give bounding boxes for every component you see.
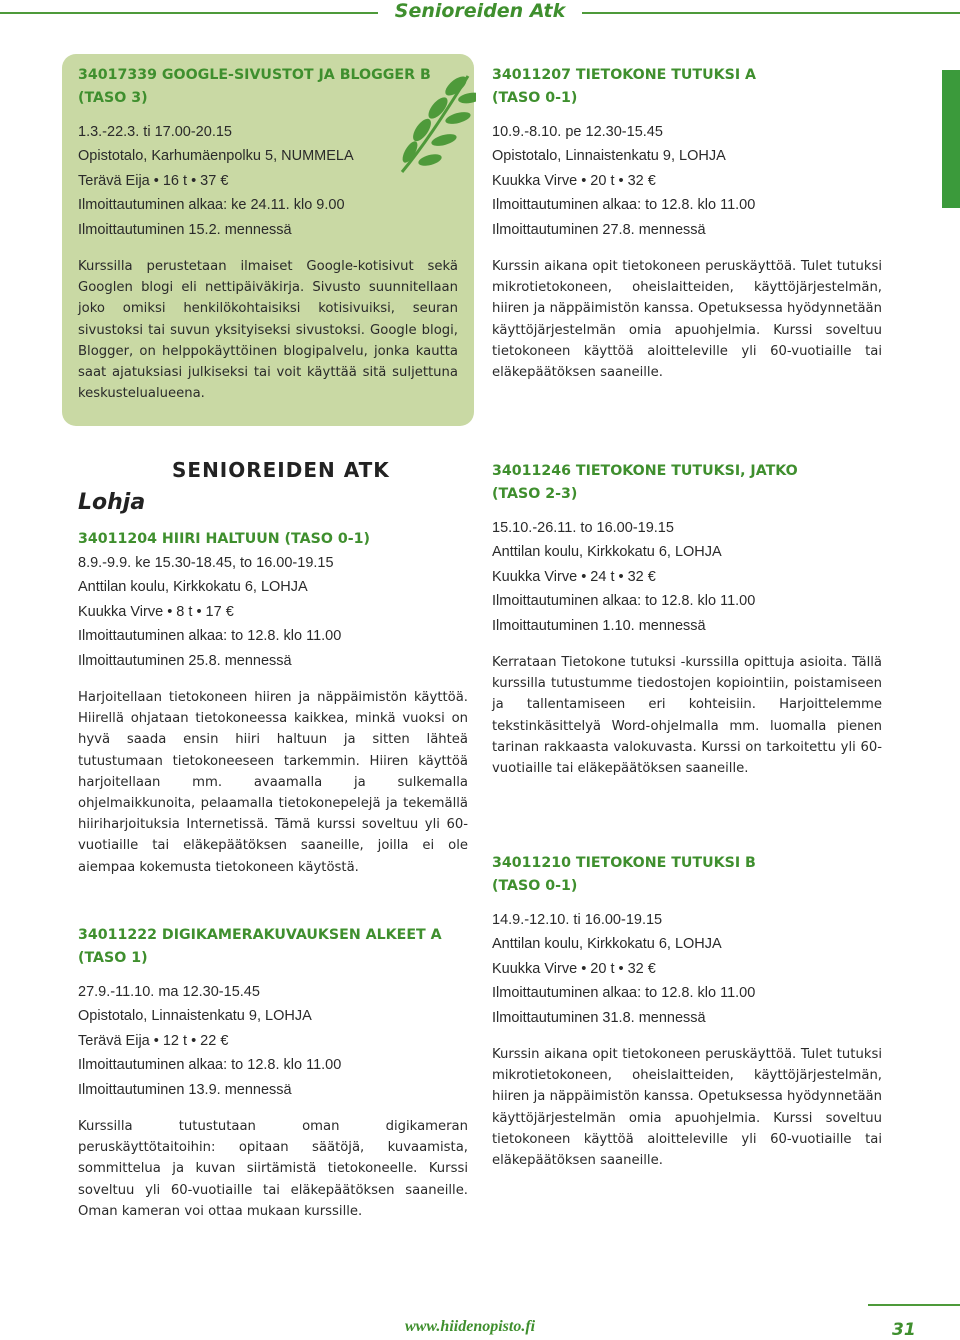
course-dates: 27.9.-11.10. ma 12.30-15.45 (78, 984, 260, 1000)
course-dates: 15.10.-26.11. to 16.00-19.15 (492, 520, 674, 536)
course-registration-start: Ilmoittautuminen alkaa: to 12.8. klo 11.00 (492, 197, 756, 214)
course-title: 34011204 HIIRI HALTUUN (TASO 0-1) (78, 531, 370, 547)
course-teacher: Kuukka Virve • 24 t • 32 € (492, 568, 656, 585)
course-dates: 8.9.-9.9. ke 15.30-18.45, to 16.00-19.15 (78, 555, 334, 571)
course-dates: 1.3.-22.3. ti 17.00-20.15 (78, 124, 232, 140)
course-title: 34011210 TIETOKONE TUTUKSI B (492, 855, 756, 871)
course-teacher: Terävä Eija • 16 t • 37 € (78, 172, 229, 189)
header-rule-left (0, 12, 378, 14)
course-location: Anttilan koulu, Kirkkokatu 6, LOHJA (78, 579, 308, 596)
leaf-branch-icon (392, 68, 476, 178)
footer-website-link[interactable]: www.hiidenopisto.fi (405, 1318, 536, 1335)
course-registration-deadline: Ilmoittautuminen 13.9. mennessä (78, 1081, 292, 1098)
course-teacher: Kuukka Virve • 20 t • 32 € (492, 960, 656, 977)
course-location: Anttilan koulu, Kirkkokatu 6, LOHJA (492, 544, 722, 561)
course-registration-start: Ilmoittautuminen alkaa: to 12.8. klo 11.00 (492, 985, 756, 1002)
course-registration-deadline: Ilmoittautuminen 31.8. mennessä (492, 1009, 706, 1026)
location-heading: Lohja (78, 490, 146, 515)
course-card-hiiri (78, 528, 468, 878)
page-number: 31 (892, 1320, 916, 1340)
course-location: Opistotalo, Linnaistenkatu 9, LOHJA (78, 1008, 312, 1025)
course-teacher: Terävä Eija • 12 t • 22 € (78, 1032, 229, 1049)
course-registration-deadline: Ilmoittautuminen 1.10. mennessä (492, 617, 706, 634)
course-teacher: Kuukka Virve • 8 t • 17 € (78, 603, 234, 620)
course-card-jatko (492, 460, 882, 779)
course-level: (TASO 3) (78, 90, 148, 106)
course-description: Kerrataan Tietokone tutuksi -kurssilla opittuja asioita. Tällä kurssilla tutustumme tiedostojen kopiointiin, poistamiseen ja tallentamiseen eri kohteisiin. Harjoittelemme tekstinkäsittelyä Word-ohjelmalla mm. luomalla pienen tarinan rakkaasta valokuvasta. Kurssi on tarkoitettu yli 60-vuotiaille tai eläkepäätöksen saaneille. (492, 655, 882, 777)
course-level: (TASO 0-1) (492, 90, 578, 106)
course-title: 34017339 GOOGLE-SIVUSTOT JA BLOGGER B (78, 67, 431, 83)
side-tab-marker (942, 70, 960, 208)
course-location: Opistotalo, Karhumäenpolku 5, NUMMELA (78, 148, 354, 165)
course-description: Harjoitellaan tietokoneen hiiren ja näppäimistön käyttöä. Hiirellä ohjataan tietokoneessa kaikkea, minkä vuoksi on hyvä saada ensin hiiri haltuun ja sitten lähteä tutustumaan tietokoneeseen tarkemmin. Hiiren käyttöä harjoitellaan mm. avaamalla ja sulkemalla ohjelmaikkunoita, pelaamalla tietokonepelejä ja tekemällä hiiriharjoituksia Internetissä. Tämä kurssi soveltuu yli 60-vuotiaille tai eläkepäätöksen saaneille, joilla ei ole aiempaa kokemusta tietokoneen käytöstä. (78, 690, 468, 875)
header-rule-right (582, 12, 960, 14)
course-description: Kurssin aikana opit tietokoneen peruskäyttöä. Tulet tutuksi mikrotietokoneen, oheislaitteiden, käyttöjärjestelmän, hiiren ja näppäimistön kanssa. Opetuksessa hyödynnetään käyttöjärjestelmän omia apuohjelmia. Kurssi soveltuu tietokoneen käyttöä aloitteleville yli 60-vuotiaille tai eläkepäätöksen saaneille. (492, 259, 882, 381)
course-registration-start: Ilmoittautuminen alkaa: to 12.8. klo 11.00 (78, 628, 342, 645)
course-card-tietokone-b (492, 852, 882, 1171)
course-registration-start: Ilmoittautuminen alkaa: to 12.8. klo 11.00 (492, 593, 756, 610)
course-level: (TASO 2-3) (492, 486, 578, 502)
course-description: Kurssilla tutustutaan oman digikameran peruskäyttötaitoihin: opitaan säätöjä, kuvaamista, sommittelua ja kuvan siirtämistä tietokoneelle. Kurssi soveltuu yli 60-vuotiaille tai eläkepäätöksen saaneille. Oman kameran voi ottaa mukaan kurssille. (78, 1119, 468, 1219)
course-title: 34011222 DIGIKAMERAKUVAUKSEN ALKEET A (78, 927, 442, 943)
course-location: Anttilan koulu, Kirkkokatu 6, LOHJA (492, 936, 722, 953)
course-card-tietokone-a (492, 64, 882, 383)
course-registration-deadline: Ilmoittautuminen 25.8. mennessä (78, 652, 292, 669)
course-title: 34011207 TIETOKONE TUTUKSI A (492, 67, 757, 83)
course-title: 34011246 TIETOKONE TUTUKSI, JATKO (492, 463, 798, 479)
course-location: Opistotalo, Linnaistenkatu 9, LOHJA (492, 148, 726, 165)
course-registration-start: Ilmoittautuminen alkaa: to 12.8. klo 11.00 (78, 1057, 342, 1074)
course-level: (TASO 0-1) (492, 878, 578, 894)
course-dates: 14.9.-12.10. ti 16.00-19.15 (492, 912, 663, 928)
course-dates: 10.9.-8.10. pe 12.30-15.45 (492, 124, 663, 140)
course-teacher: Kuukka Virve • 20 t • 32 € (492, 172, 656, 189)
course-description: Kurssin aikana opit tietokoneen peruskäyttöä. Tulet tutuksi mikrotietokoneen, oheislaitteiden, käyttöjärjestelmän, hiiren ja näppäimistön kanssa. Opetuksessa hyödynnetään käyttöjärjestelmän omia apuohjelmia. Kurssi soveltuu tietokoneen käyttöä aloitteleville yli 60-vuotiaille tai eläkepäätöksen saaneille. (492, 1047, 882, 1169)
course-card-digikamera (78, 924, 468, 1222)
course-description: Kurssilla perustetaan ilmaiset Google-kotisivut sekä Googlen blogi eli nettipäiväkirja. Sivusto suunnitellaan joko omiksi henkilökohtaisiksi kotisivuiksi, seuran sivustoksi tai suvun yksityiseksi sivustoksi. Google blogi, Blogger, on helppokäyttöinen blogipalvelu, jonka kautta saat ajatuksiasi julkiseksi tai voit käyttää sitä suljettuna keskustelualueena. (78, 259, 458, 402)
course-registration-deadline: Ilmoittautuminen 27.8. mennessä (492, 221, 706, 238)
section-heading: SENIOREIDEN ATK (172, 458, 390, 482)
page-header-title: Senioreiden Atk (394, 0, 566, 22)
footer-rule (868, 1304, 960, 1306)
course-registration-start: Ilmoittautuminen alkaa: ke 24.11. klo 9.00 (78, 197, 345, 214)
course-registration-deadline: Ilmoittautuminen 15.2. mennessä (78, 221, 292, 238)
course-level: (TASO 1) (78, 950, 148, 966)
